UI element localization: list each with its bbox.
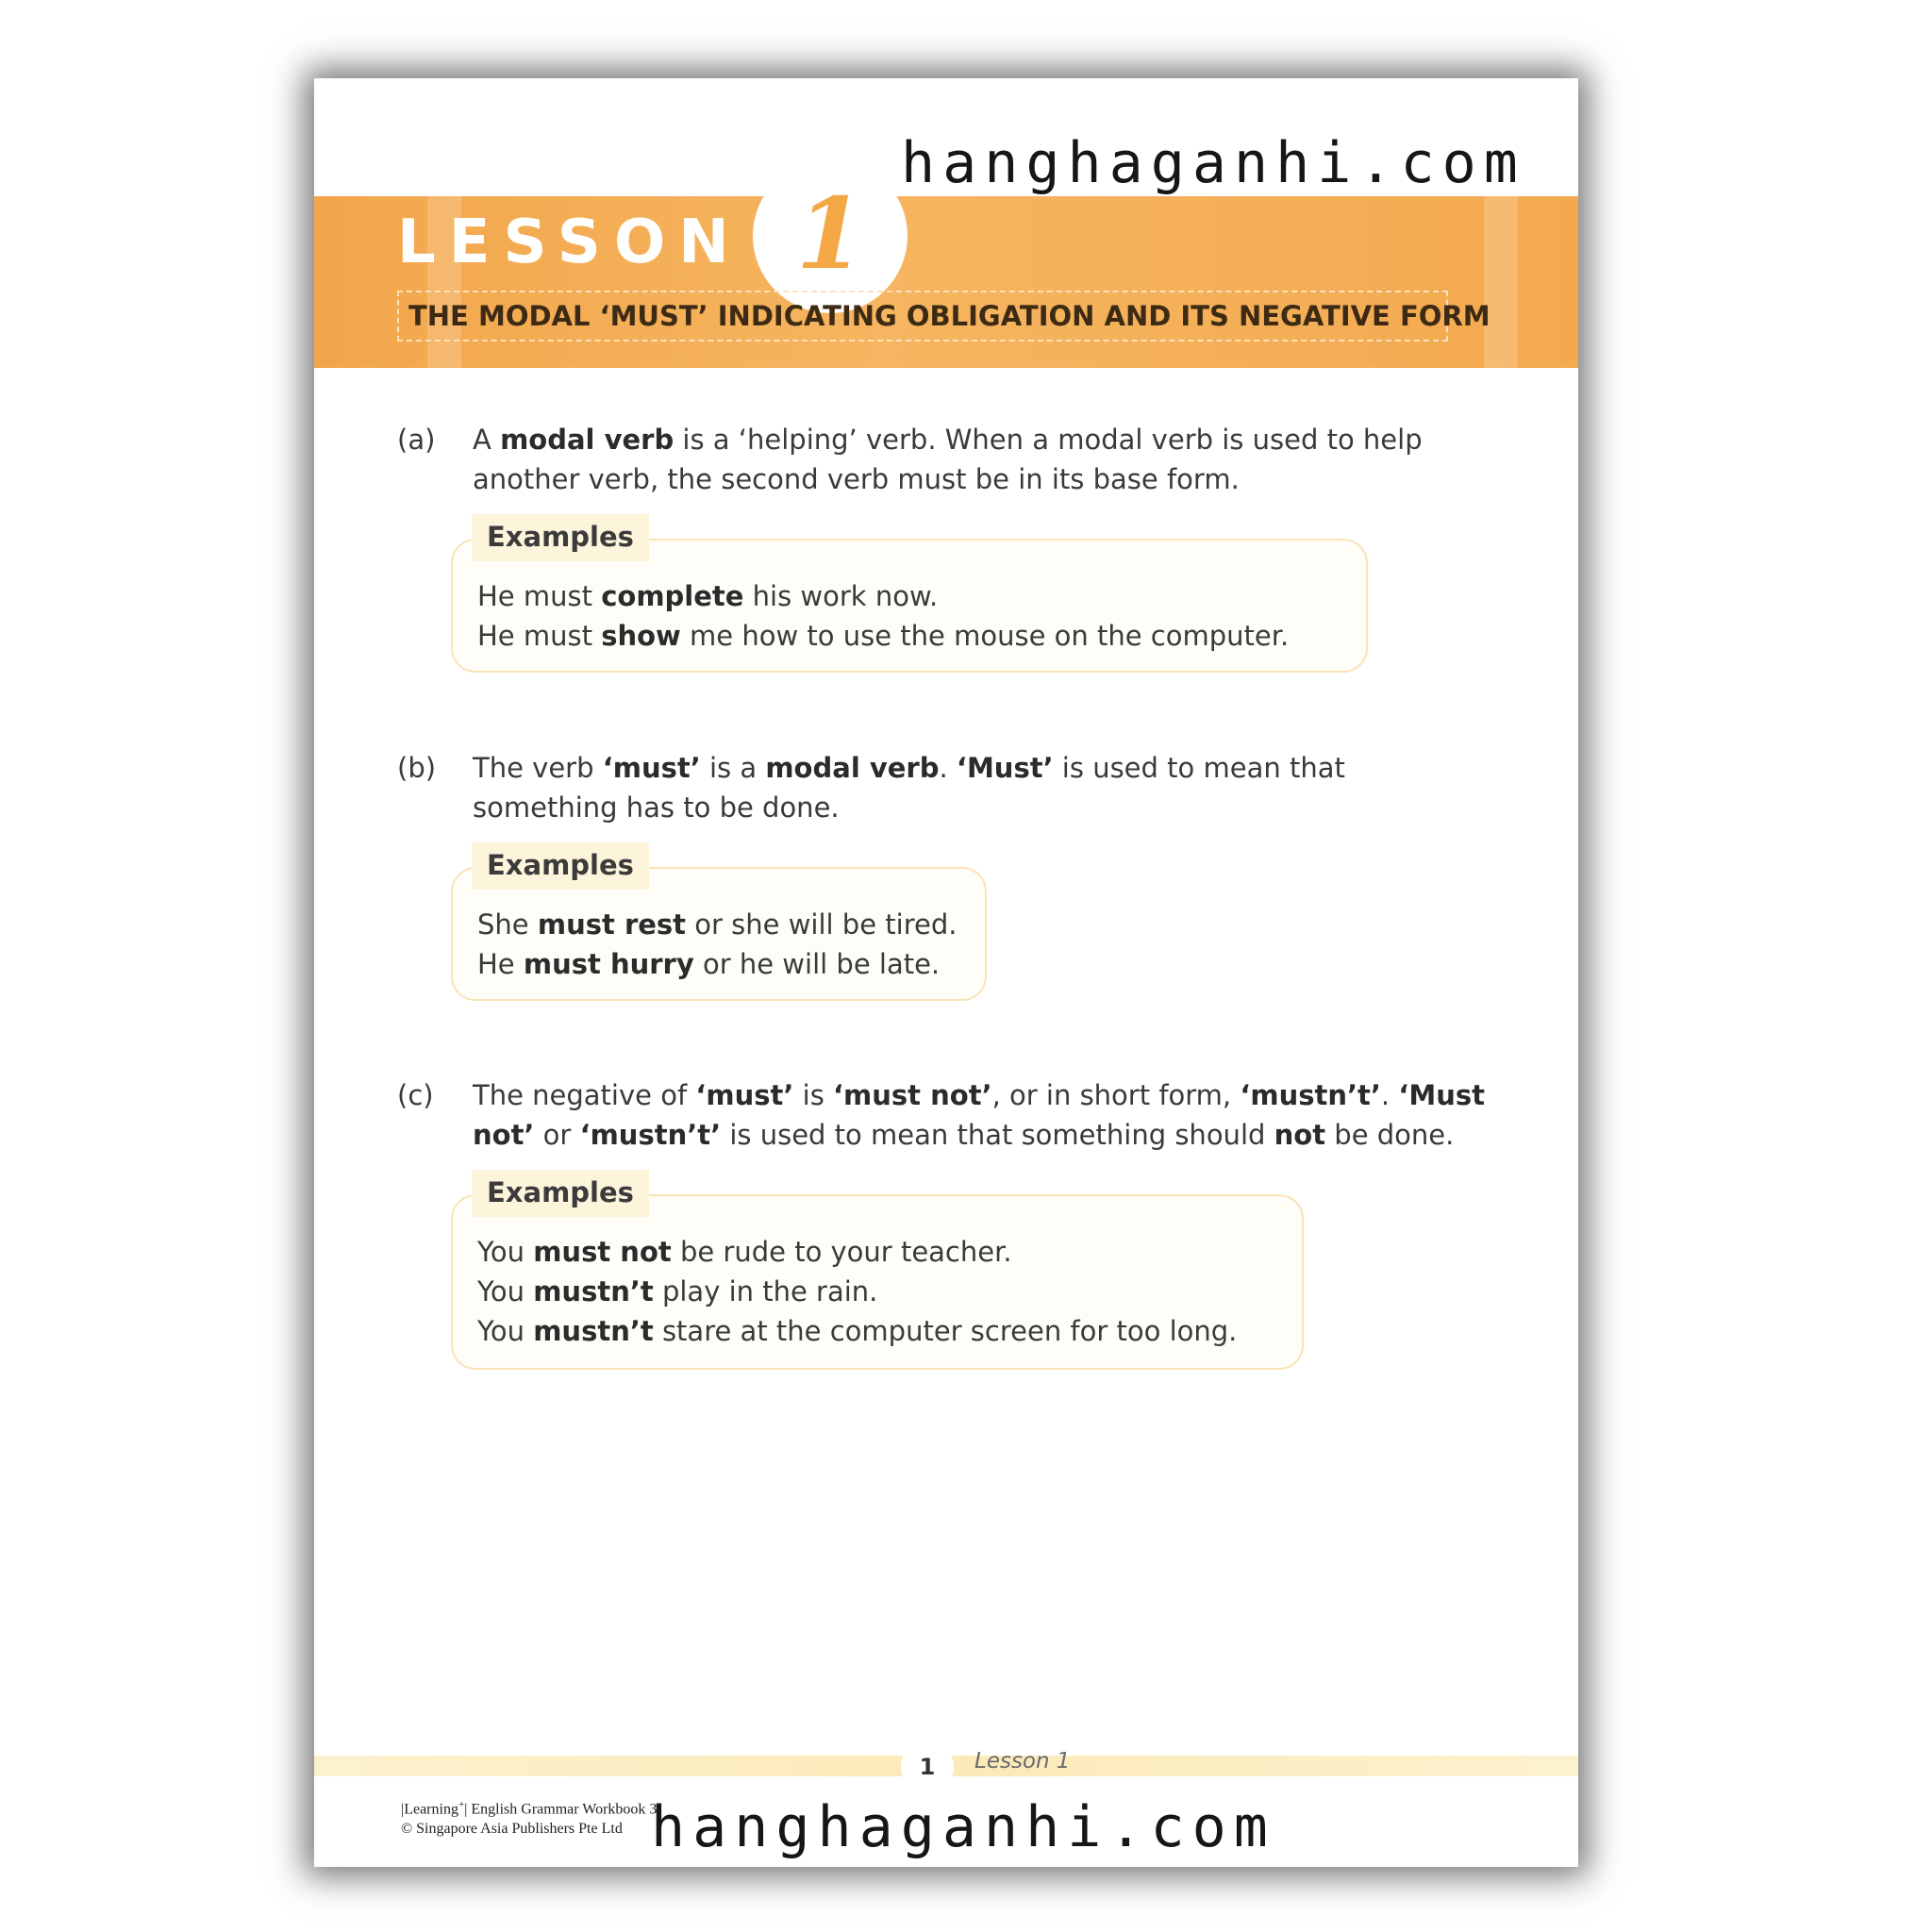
text-run: be done. (1325, 1119, 1455, 1151)
series-sup: + (458, 1799, 465, 1810)
banner-decoration (1484, 196, 1518, 368)
text-run-bold: must rest (537, 908, 687, 941)
text-run: or she will be tired. (686, 908, 958, 941)
watermark-top: hanghaganhi.com (901, 130, 1525, 196)
section-label: (c) (397, 1079, 434, 1111)
text-run: is a (700, 752, 766, 784)
text-run: He (477, 948, 524, 980)
page-number: 1 (901, 1740, 954, 1793)
examples-label: Examples (472, 842, 649, 890)
text-run: A (473, 424, 501, 456)
text-run: The negative of (473, 1079, 696, 1111)
footer-credit (401, 1795, 657, 1839)
text-run-bold: ‘must not’ (833, 1079, 992, 1111)
text-run-bold: mustn’t (533, 1275, 654, 1307)
text-run: She (477, 908, 538, 941)
text-run: is used to mean that something has to be done. (473, 752, 1345, 824)
example-line (477, 1232, 1237, 1272)
text-run-bold: modal verb (765, 752, 940, 784)
section-text (473, 420, 1491, 499)
text-run-bold: complete (601, 580, 744, 612)
lesson-title-box (397, 291, 1491, 341)
text-run-bold: must not (533, 1236, 672, 1268)
text-run-bold: ‘Must’ (956, 752, 1054, 784)
text-run: He must (477, 580, 602, 612)
example-line (477, 576, 1289, 616)
examples-label: Examples (472, 1170, 649, 1217)
copyright: © Singapore Asia Publishers Pte Ltd (401, 1821, 623, 1838)
text-run: be rude to your teacher. (671, 1236, 1012, 1268)
examples-box-a (451, 521, 1368, 673)
lesson-title: THE MODAL ‘MUST’ INDICATING OBLIGATION AND ITS NEGATIVE FORM (408, 300, 1491, 332)
example-line (477, 944, 957, 984)
text-run: . (939, 752, 957, 784)
text-run: You (477, 1315, 534, 1347)
series-title (401, 1795, 657, 1819)
text-run: or (534, 1119, 580, 1151)
section-label: (b) (397, 752, 437, 784)
series-text: |Learning (401, 1801, 458, 1818)
examples-lines (477, 905, 957, 984)
text-run: is a ‘helping’ verb. When a modal verb is used to help another verb, the second verb must be in its base form. (473, 424, 1423, 495)
text-run-bold: ‘mustn’t’ (1240, 1079, 1381, 1111)
text-run-bold: ‘Must not’ (473, 1079, 1486, 1151)
text-run: his work now. (743, 580, 939, 612)
text-run: me how to use the mouse on the computer. (680, 620, 1290, 652)
section-label: (a) (397, 424, 436, 456)
examples-lines (477, 576, 1289, 656)
example-line (477, 1311, 1237, 1351)
text-run: . (1380, 1079, 1399, 1111)
text-run: The verb (473, 752, 603, 784)
example-line (477, 616, 1289, 656)
text-run-bold: must hurry (523, 948, 694, 980)
examples-box-b (451, 849, 987, 1001)
text-run: is used to mean that something should (721, 1119, 1274, 1151)
text-run: or he will be late. (693, 948, 941, 980)
text-run-bold: ‘mustn’t’ (579, 1119, 722, 1151)
footer-lesson-label: Lesson 1 (974, 1749, 1071, 1774)
lesson-number: 1 (795, 175, 865, 291)
section-b (397, 748, 1491, 833)
series-text: | English Grammar Workbook 3 (464, 1801, 658, 1818)
workbook-page (314, 78, 1578, 1867)
text-run-bold: modal verb (500, 424, 675, 456)
example-line (477, 905, 957, 944)
text-run: , or in short form, (991, 1079, 1241, 1111)
text-run: is (793, 1079, 834, 1111)
section-c (397, 1075, 1491, 1160)
text-run-bold: ‘must’ (602, 752, 701, 784)
text-run: play in the rain. (653, 1275, 878, 1307)
text-run-bold: show (601, 620, 681, 652)
watermark-bottom: hanghaganhi.com (651, 1794, 1275, 1860)
text-run-bold: mustn’t (533, 1315, 654, 1347)
section-text (473, 748, 1491, 827)
section-text (473, 1075, 1491, 1155)
examples-box-c (451, 1176, 1304, 1370)
examples-lines (477, 1232, 1237, 1351)
lesson-banner (314, 175, 1578, 368)
text-run-bold: ‘must’ (695, 1079, 794, 1111)
text-run: He must (477, 620, 602, 652)
text-run: You (477, 1236, 534, 1268)
examples-label: Examples (472, 514, 649, 561)
text-run: You (477, 1275, 534, 1307)
lesson-heading: LESSON (397, 208, 742, 277)
example-line (477, 1272, 1237, 1311)
text-run: stare at the computer screen for too long. (653, 1315, 1238, 1347)
text-run-bold: not (1274, 1119, 1326, 1151)
section-a (397, 420, 1491, 505)
